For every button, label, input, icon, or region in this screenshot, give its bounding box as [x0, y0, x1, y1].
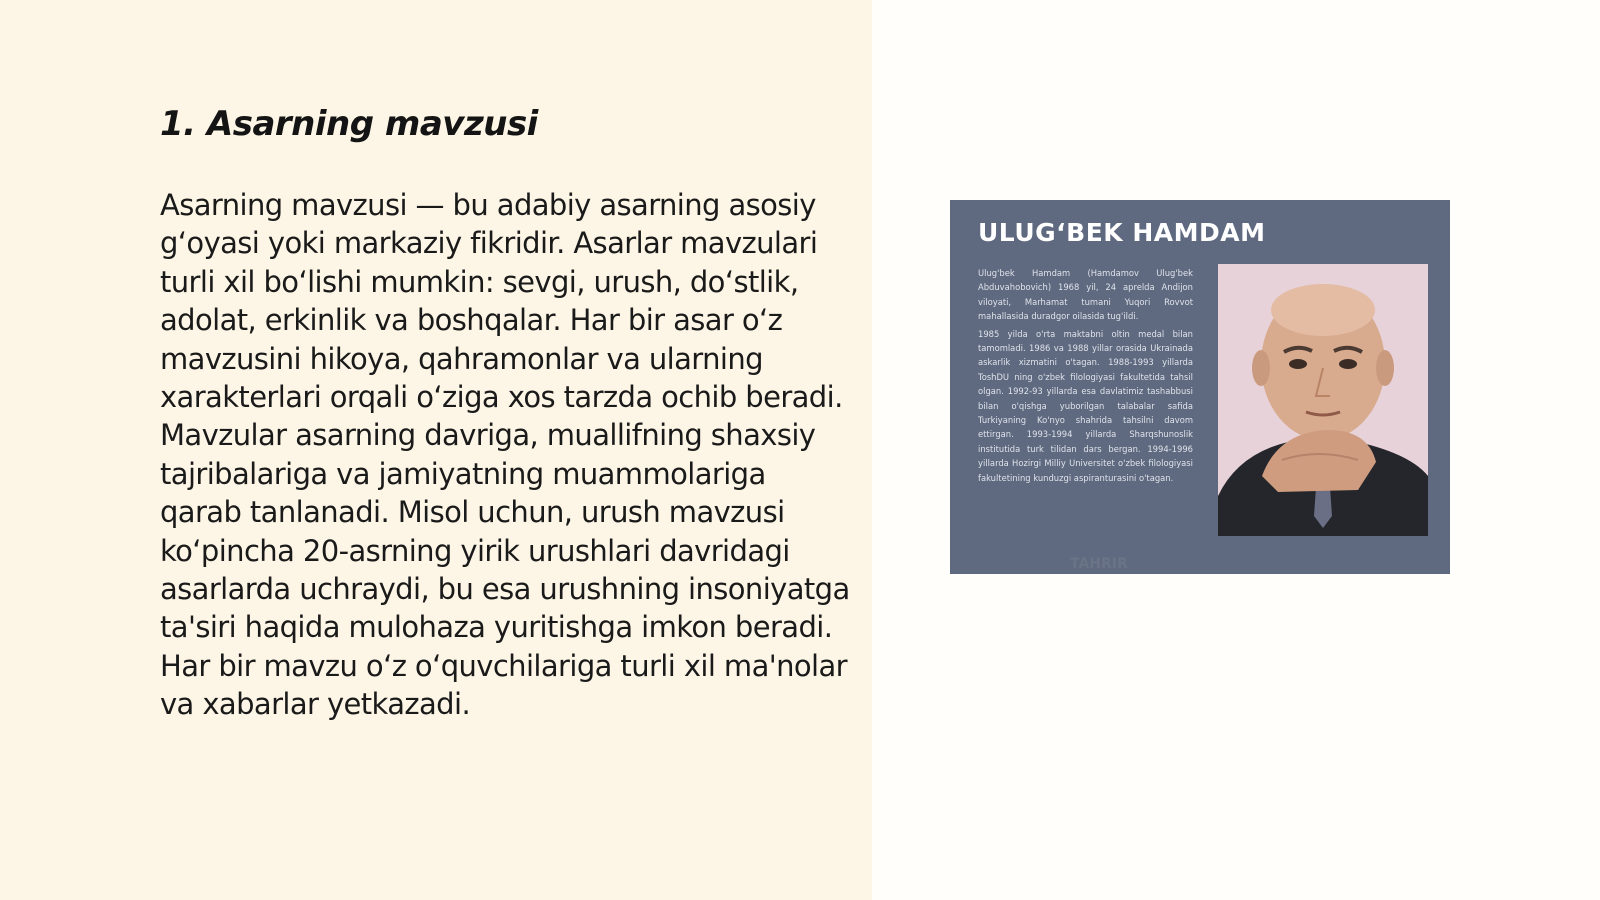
- bio-paragraph: 1985 yilda o'rta maktabni oltin medal bilan tamomladi. 1986 va 1988 yillar orasida Ukrainada askarlik xizmatini o'tagan. 1988-1993 yillarda ToshDU ning o'zbek filologiyasi fakultetida tahsil olgan. 1992-93 yillarda esa davlatimiz tashabbusi bilan o'qishga yuborilgan talabalar safida Turkiyaning Ko'nyo shahrida tahsilni davom ettirgan. 1993-1994 yillarda Sharqshunoslik institutida turk tilidan dars bergan. 1994-1996 yillarda Hozirgi Milliy Universitet o'zbek filologiyasi fakultetining kunduzgi aspiranturasini o'tagan.: [978, 328, 1193, 483]
- author-portrait-illustration: [1218, 264, 1428, 536]
- author-image-card: [950, 200, 1450, 574]
- author-biography: [978, 266, 1193, 485]
- author-portrait-image: [1218, 264, 1428, 536]
- slide-body-text: Asarning mavzusi — bu adabiy asarning asosiy g‘oyasi yoki markaziy fikridir. Asarlar mavzulari turli xil bo‘lishi mumkin: sevgi, urush, do‘stlik, adolat, erkinlik va boshqalar. Har bir asar o‘z mavzusini hikoya, qahramonlar va ularning xarakterlari orqali o‘ziga xos tarzda ochib beradi. Mavzular asarning davriga, muallifning shaxsiy tajribalariga va jamiyatning muammolariga qarab tanlanadi. Misol uchun, urush mavzusi ko‘pincha 20-asrning yirik urushlari davridagi asarlarda uchraydi, bu esa urushning insoniyatga ta'siri haqida mulohaza yuritishga imkon beradi. Har bir mavzu o‘z o‘quvchilariga turli xil ma'nolar va xabarlar yetkazadi.: [160, 188, 850, 722]
- card-footer-text: TAHRIR: [1070, 556, 1128, 572]
- slide-heading: 1. Asarning mavzusi: [160, 104, 538, 144]
- bio-paragraph: Ulug'bek Hamdam (Hamdamov Ulug'bek Abduvahobovich) 1968 yil, 24 aprelda Andijon viloyati, Marhamat tumani Yuqori Rovvot mahallasida duradgor oilasida tug'ildi.: [978, 268, 1193, 322]
- card-title: ULUG‘BEK HAMDAM: [978, 218, 1266, 247]
